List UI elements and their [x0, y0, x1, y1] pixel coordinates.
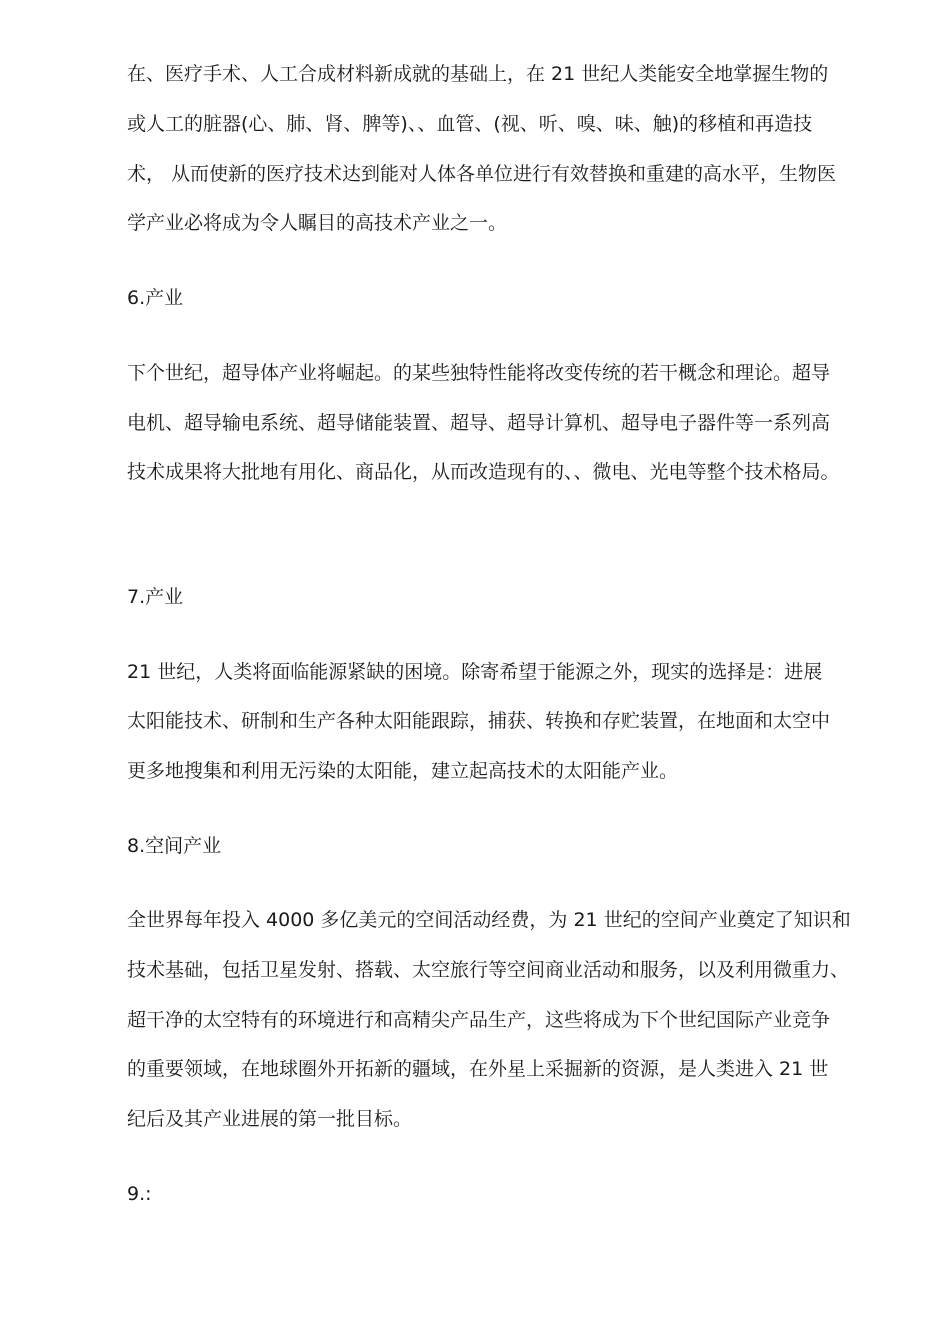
paragraph-line: 或人工的脏器(心、肺、肾、脾等)、、血管、(视、听、嗅、味、触)的移植和再造技 — [127, 113, 813, 135]
section-heading-7: 7.产业 — [127, 586, 184, 608]
paragraph-line: 更多地搜集和利用无污染的太阳能，建立起高技术的太阳能产业。 — [127, 760, 679, 782]
paragraph-line: 纪后及其产业进展的第一批目标。 — [127, 1108, 413, 1130]
paragraph-line: 下个世纪，超导体产业将崛起。的某些独特性能将改变传统的若干概念和理论。超导 — [127, 362, 831, 384]
paragraph-line: 的重要领域，在地球圈外开拓新的疆域，在外星上采掘新的资源，是人类进入 21 世 — [127, 1058, 829, 1080]
section-heading-9: 9.: — [127, 1183, 152, 1205]
paragraph-line: 技术成果将大批地有用化、商品化，从而改造现有的、、微电、光电等整个技术格局。 — [127, 461, 840, 483]
paragraph-line: 21 世纪，人类将面临能源紧缺的困境。除寄希望于能源之外，现实的选择是：进展 — [127, 661, 823, 683]
paragraph-line: 技术基础，包括卫星发射、搭载、太空旅行等空间商业活动和服务，以及利用微重力、 — [127, 959, 850, 981]
paragraph-line: 全世界每年投入 4000 多亿美元的空间活动经费，为 21 世纪的空间产业奠定了知识和 — [127, 909, 851, 931]
paragraph-line: 在、医疗手术、人工合成材料新成就的基础上，在 21 世纪人类能安全地掌握生物的 — [127, 63, 829, 85]
section-heading-8: 8.空间产业 — [127, 835, 222, 857]
paragraph-line: 电机、超导输电系统、超导储能装置、超导、超导计算机、超导电子器件等一系列高 — [127, 412, 831, 434]
section-heading-6: 6.产业 — [127, 287, 184, 309]
paragraph-line: 学产业必将成为令人瞩目的高技术产业之一。 — [127, 212, 508, 234]
paragraph-line: 超干净的太空特有的环境进行和高精尖产品生产，这些将成为下个世纪国际产业竞争 — [127, 1009, 831, 1031]
paragraph-line: 术， 从而使新的医疗技术达到能对人体各单位进行有效替换和重建的高水平，生物医 — [127, 163, 837, 185]
paragraph-line: 太阳能技术、研制和生产各种太阳能跟踪，捕获、转换和存贮装置，在地面和太空中 — [127, 710, 831, 732]
